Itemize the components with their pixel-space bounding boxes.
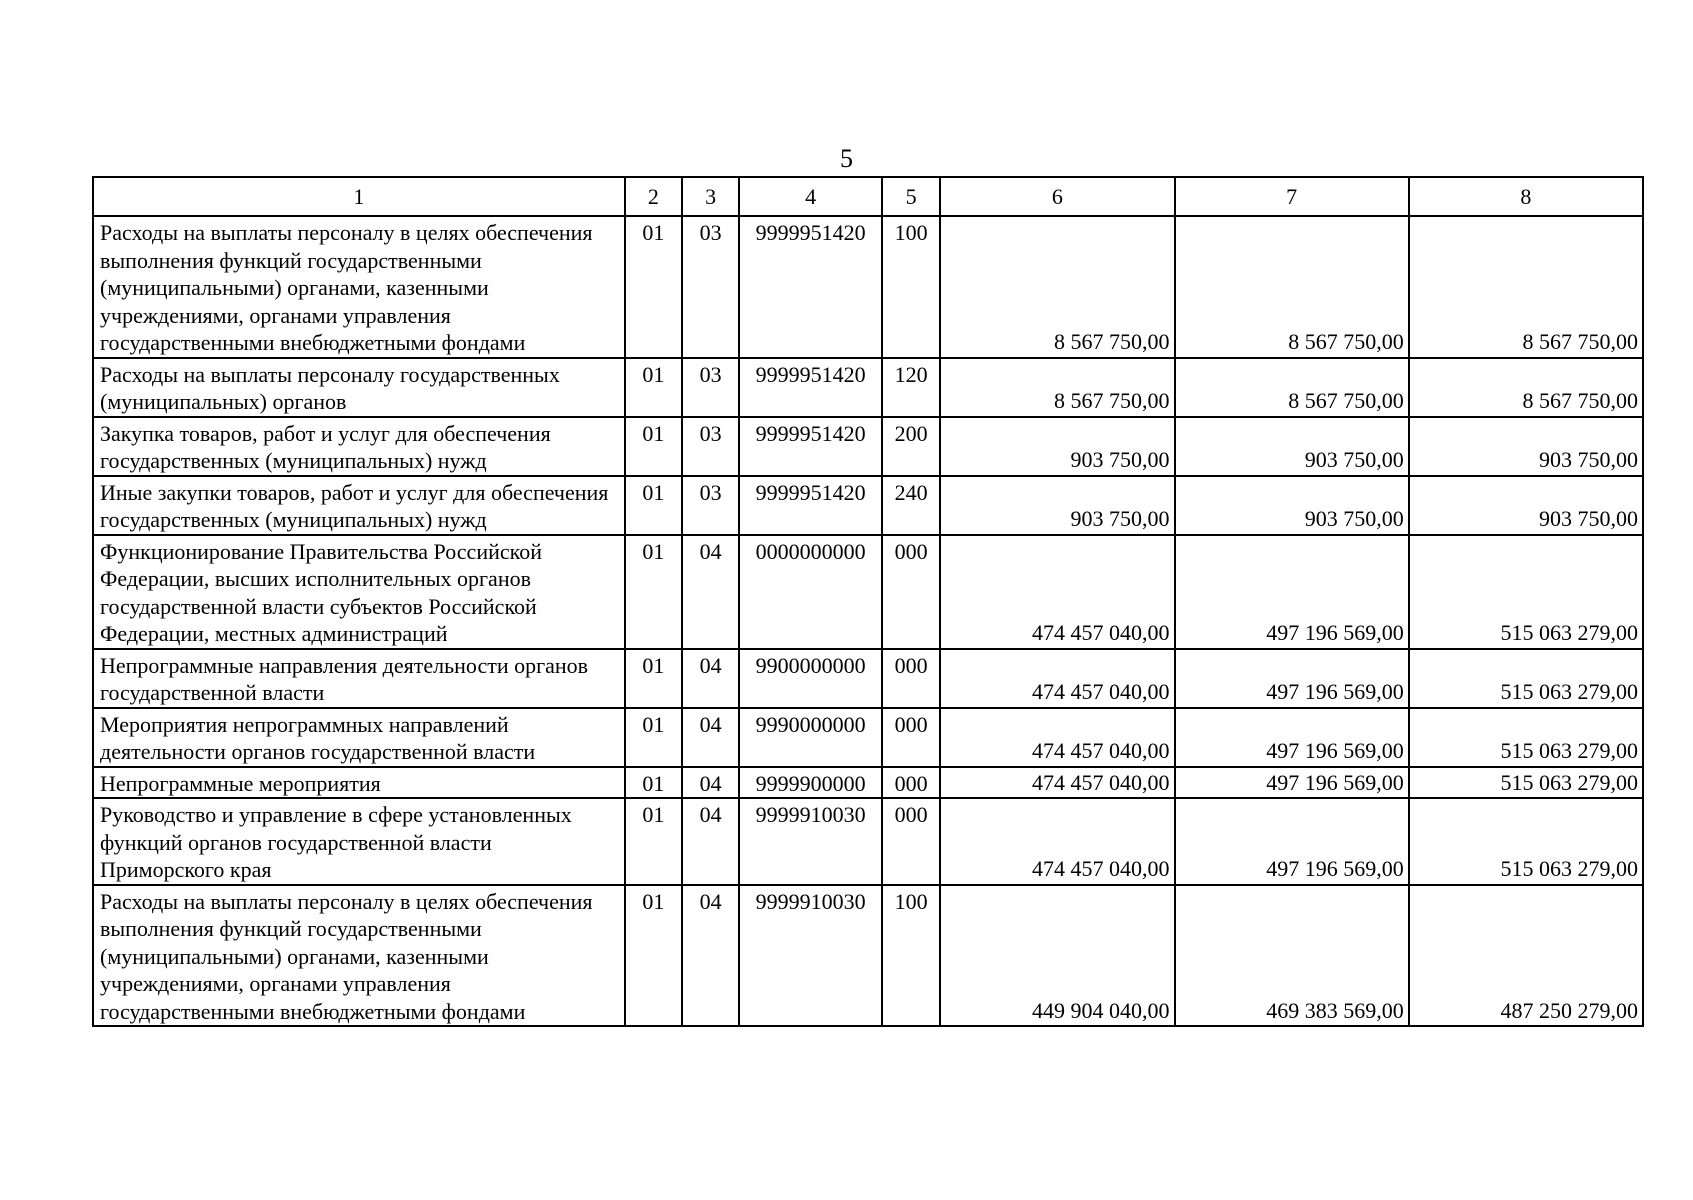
target-article-code: 9999910030: [739, 885, 882, 1027]
section-code: 01: [625, 767, 682, 799]
amount-col-7: 469 383 569,00: [1175, 885, 1409, 1027]
subsection-code: 04: [682, 708, 739, 767]
subsection-code: 03: [682, 358, 739, 417]
expense-type-code: 000: [882, 708, 940, 767]
amount-col-8: 515 063 279,00: [1409, 767, 1643, 799]
column-header: 3: [682, 177, 739, 216]
amount-col-7: 497 196 569,00: [1175, 798, 1409, 885]
expense-name: Иные закупки товаров, работ и услуг для обеспечения государственных (муниципальных) нужд: [93, 476, 625, 535]
header-row: [93, 177, 1643, 216]
expense-name: Функционирование Правительства Российской Федерации, высших исполнительных органов государственной власти субъектов Российской Федерации, местных администраций: [93, 535, 625, 649]
expense-name: Расходы на выплаты персоналу государственных (муниципальных) органов: [93, 358, 625, 417]
table-row: [93, 216, 1643, 358]
subsection-code: 03: [682, 476, 739, 535]
target-article-code: 9999951420: [739, 417, 882, 476]
amount-col-8: 8 567 750,00: [1409, 358, 1643, 417]
table-row: [93, 708, 1643, 767]
expense-type-code: 000: [882, 649, 940, 708]
amount-col-6: 903 750,00: [940, 417, 1174, 476]
subsection-code: 04: [682, 885, 739, 1027]
expense-name: Расходы на выплаты персоналу в целях обеспечения выполнения функций государственными (муниципальными) органами, казенными учреждениями, органами управления государственными внебюджетными фондами: [93, 885, 625, 1027]
amount-col-7: 903 750,00: [1175, 417, 1409, 476]
table-row: [93, 767, 1643, 799]
amount-col-7: 497 196 569,00: [1175, 767, 1409, 799]
subsection-code: 04: [682, 649, 739, 708]
amount-col-6: 474 457 040,00: [940, 649, 1174, 708]
amount-col-6: 474 457 040,00: [940, 535, 1174, 649]
amount-col-8: 515 063 279,00: [1409, 649, 1643, 708]
subsection-code: 03: [682, 216, 739, 358]
amount-col-8: 487 250 279,00: [1409, 885, 1643, 1027]
section-code: 01: [625, 535, 682, 649]
section-code: 01: [625, 358, 682, 417]
amount-col-6: 903 750,00: [940, 476, 1174, 535]
target-article-code: 9999951420: [739, 476, 882, 535]
expense-type-code: 120: [882, 358, 940, 417]
amount-col-7: 8 567 750,00: [1175, 216, 1409, 358]
section-code: 01: [625, 708, 682, 767]
table-row: [93, 476, 1643, 535]
amount-col-7: 8 567 750,00: [1175, 358, 1409, 417]
table-row: [93, 417, 1643, 476]
target-article-code: 0000000000: [739, 535, 882, 649]
table-row: [93, 798, 1643, 885]
amount-col-6: 8 567 750,00: [940, 358, 1174, 417]
expense-name: Непрограммные мероприятия: [93, 767, 625, 799]
amount-col-8: 515 063 279,00: [1409, 708, 1643, 767]
section-code: 01: [625, 476, 682, 535]
amount-col-8: 8 567 750,00: [1409, 216, 1643, 358]
table-row: [93, 885, 1643, 1027]
target-article-code: 9999951420: [739, 216, 882, 358]
section-code: 01: [625, 649, 682, 708]
amount-col-6: 449 904 040,00: [940, 885, 1174, 1027]
amount-col-8: 515 063 279,00: [1409, 798, 1643, 885]
expense-type-code: 100: [882, 216, 940, 358]
expense-name: Руководство и управление в сфере установленных функций органов государственной власти Приморского края: [93, 798, 625, 885]
expense-type-code: 000: [882, 798, 940, 885]
subsection-code: 03: [682, 417, 739, 476]
page-number: 5: [840, 144, 853, 173]
table-row: [93, 358, 1643, 417]
section-code: 01: [625, 216, 682, 358]
column-header: 7: [1175, 177, 1409, 216]
expense-type-code: 000: [882, 535, 940, 649]
expense-type-code: 100: [882, 885, 940, 1027]
expense-name: Непрограммные направления деятельности органов государственной власти: [93, 649, 625, 708]
subsection-code: 04: [682, 535, 739, 649]
target-article-code: 9999951420: [739, 358, 882, 417]
expense-name: Расходы на выплаты персоналу в целях обеспечения выполнения функций государственными (муниципальными) органами, казенными учреждениями, органами управления государственными внебюджетными фондами: [93, 216, 625, 358]
target-article-code: 9900000000: [739, 649, 882, 708]
amount-col-6: 8 567 750,00: [940, 216, 1174, 358]
amount-col-7: 497 196 569,00: [1175, 535, 1409, 649]
column-header: 6: [940, 177, 1174, 216]
section-code: 01: [625, 885, 682, 1027]
expense-type-code: 000: [882, 767, 940, 799]
amount-col-6: 474 457 040,00: [940, 708, 1174, 767]
table-row: [93, 649, 1643, 708]
section-code: 01: [625, 798, 682, 885]
target-article-code: 9999910030: [739, 798, 882, 885]
budget-table: [92, 176, 1644, 1027]
column-header: 1: [93, 177, 625, 216]
section-code: 01: [625, 417, 682, 476]
expense-type-code: 240: [882, 476, 940, 535]
amount-col-7: 497 196 569,00: [1175, 649, 1409, 708]
amount-col-8: 903 750,00: [1409, 417, 1643, 476]
amount-col-6: 474 457 040,00: [940, 798, 1174, 885]
column-header: 5: [882, 177, 940, 216]
target-article-code: 9990000000: [739, 708, 882, 767]
table-row: [93, 535, 1643, 649]
column-header: 4: [739, 177, 882, 216]
expense-type-code: 200: [882, 417, 940, 476]
amount-col-6: 474 457 040,00: [940, 767, 1174, 799]
amount-col-7: 903 750,00: [1175, 476, 1409, 535]
column-header: 8: [1409, 177, 1643, 216]
target-article-code: 9999900000: [739, 767, 882, 799]
amount-col-8: 515 063 279,00: [1409, 535, 1643, 649]
subsection-code: 04: [682, 798, 739, 885]
subsection-code: 04: [682, 767, 739, 799]
expense-name: Закупка товаров, работ и услуг для обеспечения государственных (муниципальных) нужд: [93, 417, 625, 476]
amount-col-7: 497 196 569,00: [1175, 708, 1409, 767]
column-header: 2: [625, 177, 682, 216]
amount-col-8: 903 750,00: [1409, 476, 1643, 535]
expense-name: Мероприятия непрограммных направлений деятельности органов государственной власти: [93, 708, 625, 767]
